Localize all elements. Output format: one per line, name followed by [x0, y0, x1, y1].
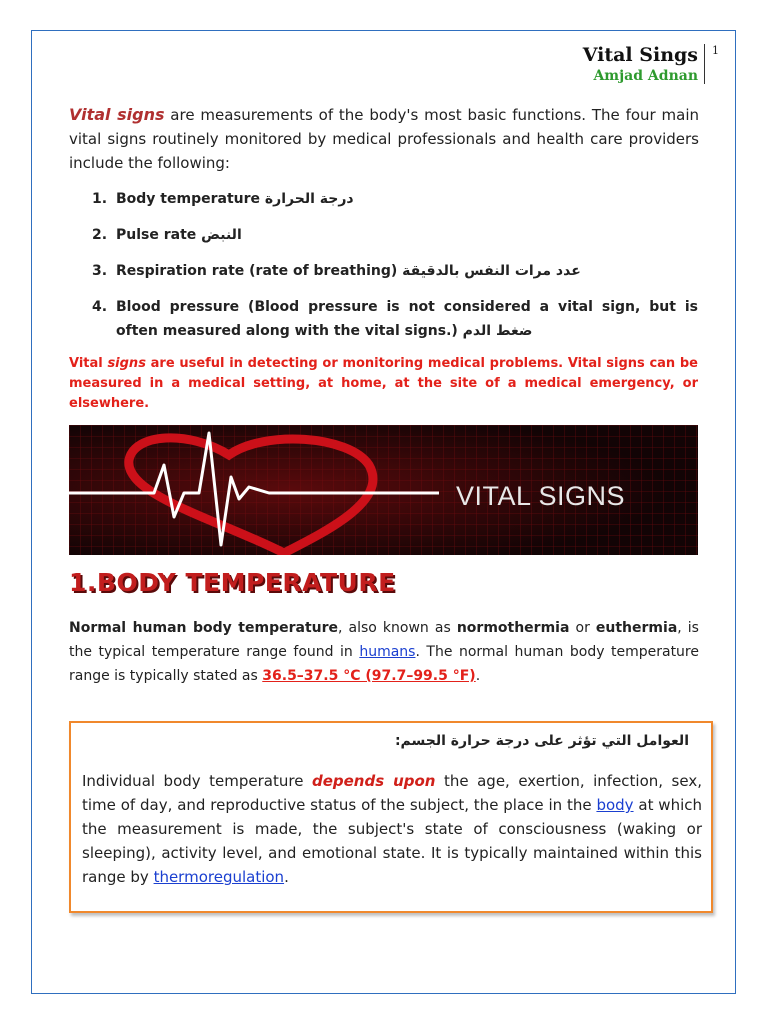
factors-paragraph — [82, 769, 702, 889]
banner-label: VITAL SIGNS — [456, 481, 626, 511]
factors-box — [69, 721, 713, 913]
bold-term: euthermia — [595, 620, 678, 636]
list-number: 3. — [92, 263, 108, 279]
text-run: . — [475, 668, 481, 684]
banner-graphic — [69, 425, 698, 555]
list-item — [92, 223, 698, 247]
author-name: Amjad Adnan — [593, 68, 698, 84]
text-run: . The normal human body temperature range is typically stated as — [69, 644, 699, 684]
intro-text: are measurements of the body's most basic functions. The four main vital signs routinely monitored by medical professionals and health care providers include the following: — [69, 106, 699, 172]
red-note-paragraph — [69, 354, 698, 414]
list-item — [92, 259, 698, 283]
list-text: Pulse rate النبض — [116, 227, 242, 243]
header-separator — [704, 44, 705, 84]
text-run: or — [569, 620, 596, 636]
list-text: Respiration rate (rate of breathing) عدد مرات النفس بالدقيقة — [116, 263, 581, 279]
document-title: Vital Sings — [582, 44, 698, 66]
intro-paragraph — [69, 103, 699, 175]
factors-arabic-heading: العوامل التي تؤثر على درجة حرارة الجسم: — [394, 733, 689, 749]
vital-signs-list — [92, 187, 698, 355]
temperature-range: 36.5–37.5 °C (97.7–99.5 °F) — [262, 668, 476, 684]
list-text: Body temperature درجة الحرارة — [116, 191, 354, 207]
list-item — [92, 187, 698, 211]
note-part-italic: signs — [107, 356, 146, 371]
intro-term: Vital signs — [69, 105, 165, 124]
vital-signs-banner — [69, 425, 698, 555]
note-part: Vital — [69, 356, 108, 371]
bold-term: normothermia — [456, 620, 570, 636]
bold-term: Normal human body temperature — [69, 620, 338, 636]
list-number: 4. — [92, 299, 108, 315]
section-heading-body-temperature: 1.BODY TEMPERATURE — [69, 568, 396, 597]
body-temperature-paragraph — [69, 616, 699, 688]
header-title-block — [583, 44, 698, 84]
list-item — [92, 295, 698, 343]
list-number: 1. — [92, 191, 108, 207]
body-link[interactable]: body — [596, 796, 634, 814]
text-run: at which the measurement is made, the subject's state of consciousness (waking or sleeping), activity level, and emotional state. It is typically maintained within this range by — [82, 796, 702, 886]
text-run: the age, exertion, infection, sex, time of day, and reproductive status of the subject, the place in the — [82, 772, 702, 814]
text-run: , is the typical temperature range found in — [69, 620, 699, 660]
list-text: Blood pressure (Blood pressure is not considered a vital sign, but is often measured along with the vital signs.) ضغط الدم — [116, 299, 698, 339]
list-number: 2. — [92, 227, 108, 243]
text-run: , also known as — [338, 620, 457, 636]
note-part: are useful in detecting or monitoring medical problems. Vital signs can be measured in a medical setting, at home, at the site of a medical emergency, or elsewhere. — [69, 356, 698, 411]
thermoregulation-link[interactable]: thermoregulation — [153, 868, 285, 886]
depends-upon-emphasis: depends upon — [311, 772, 436, 790]
text-run: Individual body temperature — [82, 772, 312, 790]
humans-link[interactable]: humans — [359, 644, 416, 660]
text-run: . — [284, 868, 289, 886]
page-number: 1 — [712, 44, 719, 57]
